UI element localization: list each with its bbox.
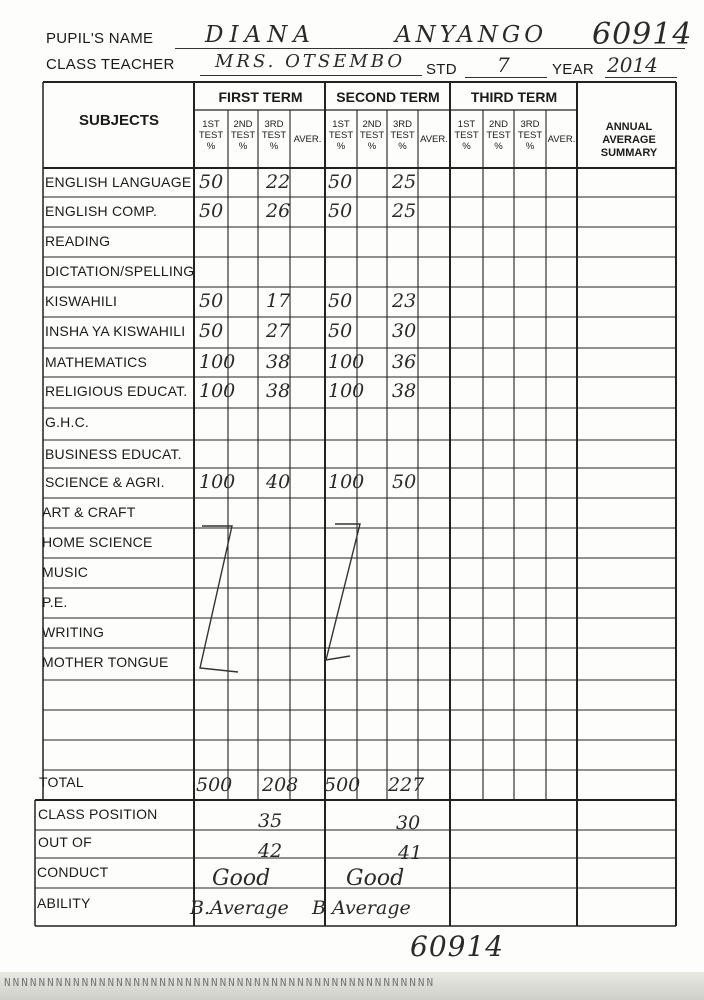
subheader-term3-col4: AVER.	[547, 134, 576, 145]
subject-label: RELIGIOUS EDUCAT.	[45, 383, 188, 399]
term-header-third: THIRD TERM	[470, 89, 558, 105]
hand-drawn-strike-mark	[326, 524, 360, 660]
mark-t1-out_of: 100	[199, 471, 236, 493]
admission-number: 60914	[592, 17, 693, 52]
mark-t1-score: 17	[266, 290, 291, 312]
subject-label: READING	[45, 233, 111, 249]
mark-t2-out_of: 100	[328, 471, 365, 493]
pupil-last-name: ANYANGO	[395, 22, 548, 48]
mark-t2-out_of: 100	[328, 380, 365, 402]
subheader-term2-col1: 1ST TEST %	[328, 119, 354, 152]
subject-label: KISWAHILI	[45, 293, 118, 309]
out-of-t2: 41	[398, 842, 423, 864]
out-of-label: OUT OF	[38, 834, 92, 850]
class-teacher-name: MRS. OTSEMBO	[215, 51, 406, 72]
mark-t1-out_of: 50	[199, 171, 224, 193]
mark-t1-out_of: 100	[199, 380, 236, 402]
year-value: 2014	[607, 53, 658, 77]
hand-drawn-strike-mark	[200, 526, 238, 672]
subheader-term3-col1: 1ST TEST %	[454, 119, 479, 152]
subheader-term2-col4: AVER.	[420, 134, 448, 145]
mark-t1-score: 27	[266, 320, 291, 342]
ability-t2: B Average	[312, 897, 411, 919]
mark-t2-score: 25	[392, 200, 417, 222]
subheader-term1-col1: 1ST TEST %	[198, 119, 224, 152]
total-t2-out-of: 500	[324, 774, 361, 796]
mark-t2-score: 38	[392, 380, 417, 402]
subject-label: INSHA YA KISWAHILI	[45, 323, 186, 339]
subject-label: P.E.	[42, 594, 68, 610]
pupil-name-label: PUPIL'S NAME	[46, 30, 154, 47]
subject-label: WRITING	[42, 624, 105, 640]
subheader-term3-col3: 3RD TEST %	[517, 119, 543, 152]
mark-t2-score: 36	[392, 351, 417, 373]
mark-t2-out_of: 50	[328, 171, 353, 193]
total-t1-out-of: 500	[196, 774, 233, 796]
scan-edge-pattern: NNNNNNNNNNNNNNNNNNNNNNNNNNNNNNNNNNNNNNNNNNNNNNNNNN	[4, 976, 436, 989]
mark-t2-out_of: 50	[328, 290, 353, 312]
mark-t1-score: 26	[266, 200, 291, 222]
class-position-t1: 35	[258, 810, 283, 832]
class-position-label: CLASS POSITION	[38, 806, 158, 822]
term-header-first: FIRST TERM	[218, 89, 303, 105]
class-teacher-label: CLASS TEACHER	[46, 56, 175, 73]
subheader-term2-col2: 2ND TEST %	[359, 119, 385, 152]
subject-label: HOME SCIENCE	[42, 534, 153, 550]
class-position-t2: 30	[396, 812, 421, 834]
conduct-t1: Good	[212, 866, 271, 891]
subject-label: SCIENCE & AGRI.	[45, 474, 165, 490]
term-header-second: SECOND TERM	[336, 89, 440, 105]
mark-t2-score: 30	[392, 320, 417, 342]
mark-t1-score: 22	[266, 171, 291, 193]
mark-t1-out_of: 50	[199, 320, 224, 342]
subject-label: ART & CRAFT	[42, 504, 136, 520]
footer-admission-number: 60914	[410, 930, 505, 963]
subject-label: MOTHER TONGUE	[42, 654, 169, 670]
total-t1-score: 208	[262, 774, 299, 796]
mark-t1-score: 40	[266, 471, 291, 493]
subheader-term1-col3: 3RD TEST %	[261, 119, 287, 152]
mark-t2-out_of: 50	[328, 320, 353, 342]
conduct-t2: Good	[346, 866, 405, 891]
subheader-term1-col4: AVER.	[293, 134, 322, 145]
subject-label: ENGLISH COMP.	[45, 203, 158, 219]
pupil-first-name: DIANA	[205, 22, 316, 48]
subject-label: DICTATION/SPELLING	[45, 263, 195, 279]
std-label: STD	[426, 61, 457, 78]
total-label: TOTAL	[39, 774, 84, 790]
mark-t1-score: 38	[266, 380, 291, 402]
subjects-header: SUBJECTS	[78, 112, 160, 129]
mark-t1-out_of: 50	[199, 200, 224, 222]
mark-t2-score: 50	[392, 471, 417, 493]
year-label: YEAR	[552, 61, 595, 78]
mark-t1-out_of: 50	[199, 290, 224, 312]
out-of-t1: 42	[258, 840, 283, 862]
mark-t2-out_of: 100	[328, 351, 365, 373]
mark-t2-score: 25	[392, 171, 417, 193]
subject-label: BUSINESS EDUCAT.	[45, 446, 182, 462]
mark-t1-score: 38	[266, 351, 291, 373]
subject-label: G.H.C.	[45, 414, 89, 430]
conduct-label: CONDUCT	[37, 864, 109, 880]
subject-label: ENGLISH LANGUAGE	[45, 174, 192, 190]
mark-t2-out_of: 50	[328, 200, 353, 222]
mark-t1-out_of: 100	[199, 351, 236, 373]
subject-label: MATHEMATICS	[45, 354, 148, 370]
ability-label: ABILITY	[37, 895, 91, 911]
subheader-term2-col3: 3RD TEST %	[390, 119, 415, 152]
total-t2-score: 227	[388, 774, 425, 796]
std-value: 7	[497, 53, 510, 77]
subheader-term1-col2: 2ND TEST %	[230, 119, 256, 152]
ability-t1: B.Average	[190, 897, 289, 919]
subheader-term3-col2: 2ND TEST %	[486, 119, 511, 152]
mark-t2-score: 23	[392, 290, 417, 312]
annual-average-header: ANNUAL AVERAGE SUMMARY	[600, 121, 658, 159]
subject-label: MUSIC	[42, 564, 89, 580]
